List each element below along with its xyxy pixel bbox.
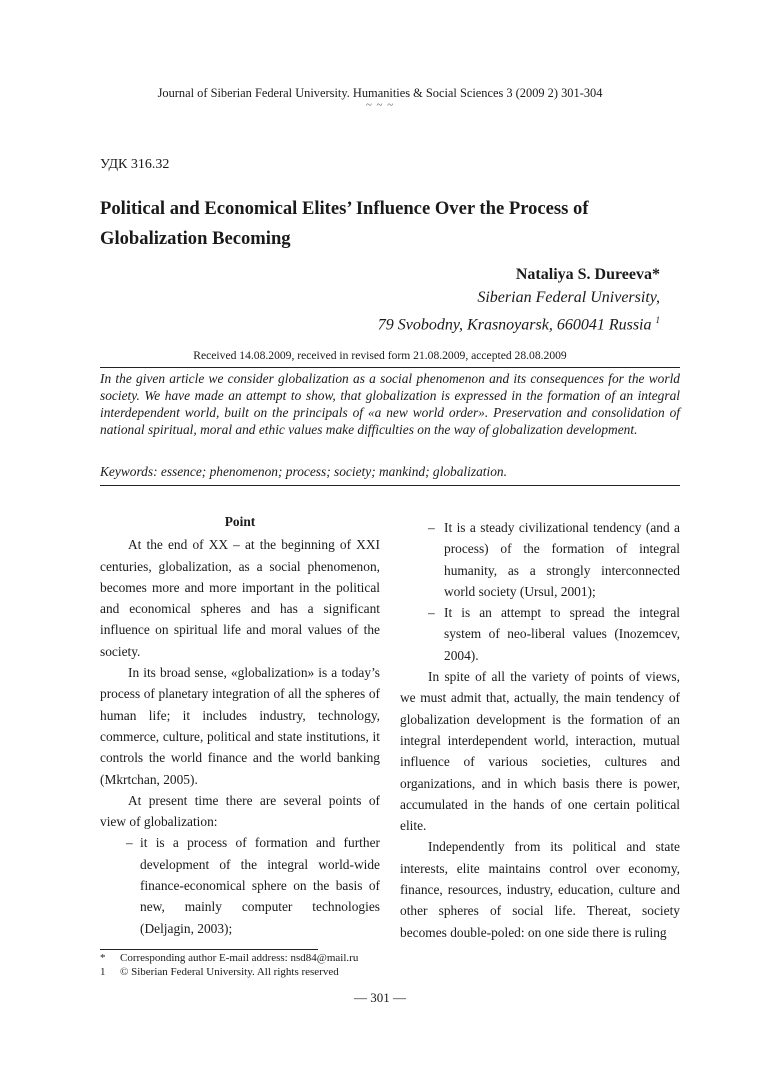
affiliation-footnote-mark: 1 xyxy=(655,315,660,325)
affiliation-line-2 xyxy=(378,309,660,336)
footnote-rule xyxy=(100,949,318,950)
abstract-bottom-rule xyxy=(100,485,680,486)
footnote-copyright xyxy=(100,966,339,978)
author-name: Nataliya S. Dureeva* xyxy=(515,266,660,283)
abstract-top-rule xyxy=(100,367,680,368)
list-dash: – xyxy=(428,605,435,621)
body-paragraph: At present time there are several points of view of globalization: xyxy=(100,792,380,830)
list-dash: – xyxy=(126,835,133,851)
list-item-text: it is a process of formation and further development of the integral world-wide finance-economical sphere on the basis of new, mainly computer technologies (Deljagin, 2003); xyxy=(140,835,380,936)
viewpoints-list xyxy=(100,832,380,938)
list-dash: – xyxy=(428,520,435,535)
body-paragraph: Independently from its political and state interests, elite maintains control over economy, finance, resources, industry, education, culture and other spheres of social life. Thereat, society becomes double-poled: on one side there is ruling xyxy=(400,839,680,940)
header-ornament: ~ ~ ~ xyxy=(365,99,395,111)
abstract: In the given article we consider globalization as a social phenomenon and its consequences for the world society. We have made an attempt to show, that globalization is expressed in the formation of an integral interdependent world, built on the principals of «a new world order». Preservation and consolidation of national spiritual, moral and ethic values make difficulties on the way of globalization development. xyxy=(100,371,680,437)
article-title: Political and Economical Elites’ Influence Over the Process of Globalization Becoming xyxy=(100,198,589,249)
affiliation-address: 79 Svobodny, Krasnoyarsk, 660041 Russia xyxy=(377,316,652,334)
author-affiliation xyxy=(378,287,660,336)
body-paragraph: In its broad sense, «globalization» is a today’s process of planetary integration of all the spheres of human life; it includes industry, technology, commerce, culture, political and state institutions, it controls the world finance and the world banking (Mkrtchan, 2005). xyxy=(100,665,380,787)
received-dates: Received 14.08.2009, received in revised form 21.08.2009, accepted 28.08.2009 xyxy=(193,349,567,362)
list-item-text: It is a steady civilizational tendency (and a process) of the formation of integral humanity, as a strongly interconnected world society (Ursul, 2001); xyxy=(444,520,680,599)
page-number: — 301 — xyxy=(354,990,406,1005)
journal-header: Journal of Siberian Federal University. Humanities & Social Sciences 3 (2009 2) 301-304 xyxy=(157,86,603,100)
body-paragraph: At the end of XX – at the beginning of XXI centuries, globalization, as a social phenomenon, becomes more and more important in the political and economical spheres and has a significant influence on spiritual life and moral values of the society. xyxy=(100,537,380,659)
affiliation-line-1: Siberian Federal University, xyxy=(477,289,660,306)
footnote-text: Corresponding author E-mail address: nsd84@mail.ru xyxy=(120,952,359,964)
footnote-text: © Siberian Federal University. All rights reserved xyxy=(120,966,339,978)
list-item xyxy=(400,602,680,666)
keywords: Keywords: essence; phenomenon; process; society; mankind; globalization. xyxy=(100,464,507,479)
udk-code: УДК 316.32 xyxy=(100,157,170,172)
body-paragraph: In spite of all the variety of points of views, we must admit that, actually, the main tendency of globalization development is the formation of an integral interdependent world, interaction, mutual influence of various societies, cultures and organizations, and in which basis there is power, accumulated in the hands of one certain political elite. xyxy=(400,669,680,834)
list-item xyxy=(100,832,380,938)
body-column-right xyxy=(400,517,680,943)
list-item-text: It is an attempt to spread the integral system of neo-liberal values (Inozemcev, 2004). xyxy=(444,605,680,663)
footnote-mark: * xyxy=(100,952,106,964)
footnote-mark: 1 xyxy=(100,966,106,978)
footnote-corresponding xyxy=(100,952,358,964)
body-column-left xyxy=(100,511,380,939)
section-heading: Point xyxy=(224,514,256,529)
list-item xyxy=(400,517,680,602)
viewpoints-list-continued xyxy=(400,517,680,666)
